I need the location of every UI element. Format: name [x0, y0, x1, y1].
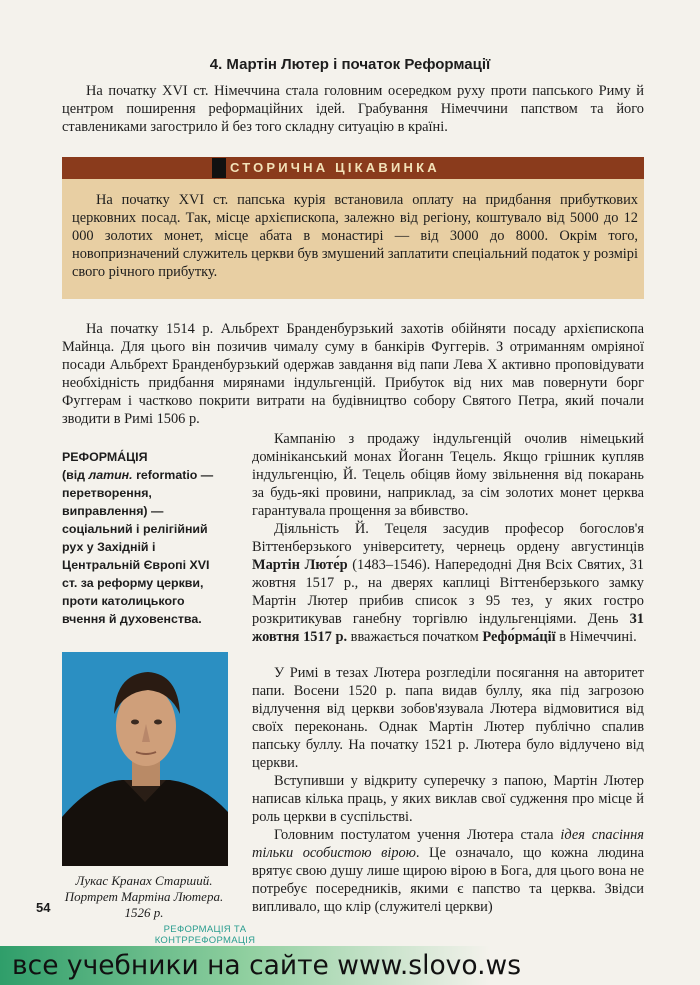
reformation-term: Рефо́рма́ції: [482, 629, 556, 645]
intro-paragraph: На початку XVI ст. Німеччина стала головним осередком руху проти папського Риму й центром поширення реформаційних ідей. Грабування Німеччини папством та його ставлениками загострило й без того складну ситуацію в країні.: [62, 83, 644, 135]
page-number: 54: [36, 900, 51, 915]
paragraph-albrecht: На початку 1514 р. Альбрехт Бранденбурзький захотів обійняти посаду архієпископа Майнца. Для цього він позичив чималу суму в банкірів Фуггерів. З отриманням омріяної посади Альбрехт Бранденбурзький одержав завдання від папи Лева X активно проповідувати необхідність придбання мирянами індульгенцій. Прибуток від них мав повернути борг Фуггерам і частково покрити витрати на будівництво собору Святого Петра, який почали зводити в Римі 1506 р.: [62, 321, 644, 427]
theses-text-c: вважається початком: [347, 629, 483, 645]
initial-letter-block-icon: [212, 158, 226, 178]
luther-portrait: [62, 652, 228, 866]
definition-origin-prefix: (від: [62, 468, 89, 482]
definition-term: РЕФОРМА́ЦІЯ: [62, 450, 148, 464]
column-paragraph-works: Вступивши у відкриту суперечку з папою, Мартін Лютер написав кілька праць, у яких виклав свої судження про місце й роль церкви в суспільстві.: [252, 773, 644, 825]
theses-text-b: (1483–1546). Напередодні Дня Всіх Святих, 31 жовтня 1517 р., на дверях каплиці Віттенберзького замку Мартін Лютер прибив список з 95 тез, у яких гостро розкритикував ганебну торгівлю індульгенціями. День: [252, 557, 644, 627]
historical-fact-box: [62, 157, 644, 299]
theses-text-a: Діяльність Й. Тецеля засудив професор богослов'я Віттенберзького університету, чернець ордену августинців: [252, 521, 644, 555]
portrait-caption: Лукас Кранах Старший. Портрет Мартіна Лютера. 1526 р.: [64, 873, 224, 920]
faith-text-b: . Це означало, що кожна людина врятує свою душу лише щирою вірою в Бога, для цього вона не потребує посередників, якими є папство та церква. Звідси випливало, що клір (служителі церкви): [252, 845, 644, 915]
theses-text-d: в Німеччині.: [555, 629, 637, 645]
luther-name: Мартін Люте́р: [252, 557, 348, 573]
footer-chapter-label: РЕФОРМАЦІЯ ТА КОНТРРЕФОРМАЦІЯ: [154, 924, 256, 946]
historical-fact-heading: СТОРИЧНА ЦІКАВИНКА: [230, 160, 440, 175]
definition-text: соціальний і релігійний рух у Західній і Центральній Європі XVI ст. за реформу церкви, проти католицького вчення й духовенства.: [62, 522, 210, 626]
column-paragraph-faith: [252, 826, 644, 916]
definition-sidebar: [62, 448, 226, 628]
faith-idea: ідея спасіння тільки особистою вірою: [252, 827, 644, 861]
column-paragraph-theses: [252, 520, 644, 646]
watermark-banner-text: все учебники на сайте www.slovo.ws: [12, 950, 522, 981]
historical-fact-text: На початку XVI ст. папська курія встановила оплату на придбання прибуткових церковних посад. Так, місце архієпископа, залежно від регіону, коштувало від 5000 до 12 000 золотих монет, місце абата в монастирі — від 3000 до 8000. Окрім того, новопризначений служитель церкви був змушений заплатити спеціальний податок у розмірі свого річного прибутку.: [72, 192, 638, 280]
section-title: 4. Мартін Лютер і початок Реформації: [209, 56, 491, 73]
definition-origin: reformatio — перетворення, виправлення) —: [62, 468, 214, 518]
column-paragraph-bull: У Римі в тезах Лютера розгледіли посягання на авторитет папи. Восени 1520 р. папа видав буллу, яка під загрозою відлучення від церкви зобов'язувала Лютера відмовитися від своїх переконань. Однак Мартін Лютер публічно спалив папську буллу. На початку 1521 р. Лютера було відлучено від церкви.: [252, 665, 644, 771]
faith-text-a: Головним постулатом учення Лютера стала: [274, 827, 561, 843]
historical-fact-header: [62, 157, 644, 179]
definition-origin-language: латин.: [88, 468, 133, 482]
reformation-date: 31 жовтня 1517 р.: [252, 611, 644, 645]
column-paragraph-tetzel: Кампанію з продажу індульгенцій очолив німецький домініканський монах Йоганн Тецель. Якщо грішник купляв індульгенцію, Й. Тецель обіцяв йому звільнення від покарань за будь-які провини, наприклад, за сім золотих монет церква гарантувала прощення за вбивство.: [252, 431, 644, 519]
